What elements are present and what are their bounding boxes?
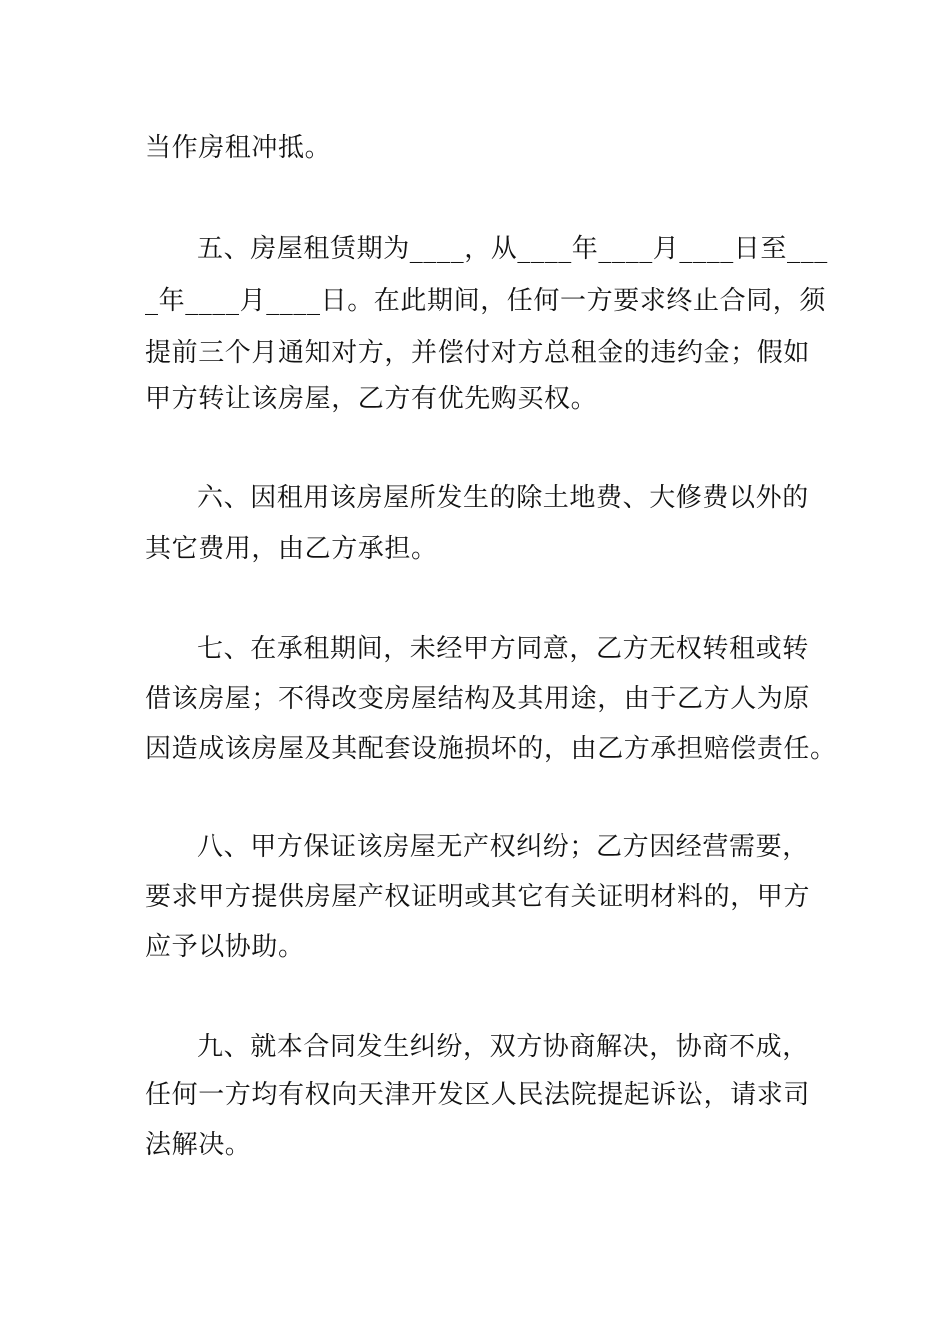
clause-7-line-3: 因造成该房屋及其配套设施损坏的，由乙方承担赔偿责任。 bbox=[145, 734, 837, 764]
clause-9-line-2: 任何一方均有权向天津开发区人民法院提起诉讼，请求司 bbox=[145, 1080, 811, 1110]
clause-9-line-3: 法解决。 bbox=[145, 1130, 252, 1160]
clause-6-line-1: 六、因租用该房屋所发生的除土地费、大修费以外的 bbox=[197, 483, 809, 513]
clause-5-line-1: 五、房屋租赁期为____，从____年____月____日至___ bbox=[197, 234, 828, 264]
clause-5-line-2: _年____月____日。在此期间，任何一方要求终止合同，须 bbox=[145, 286, 827, 316]
clause-7-line-1: 七、在承租期间，未经甲方同意，乙方无权转租或转 bbox=[197, 634, 809, 664]
clause-8-line-2: 要求甲方提供房屋产权证明或其它有关证明材料的，甲方 bbox=[145, 882, 811, 912]
clause-5-line-3: 提前三个月通知对方，并偿付对方总租金的违约金；假如 bbox=[145, 338, 811, 368]
clause-7-line-2: 借该房屋；不得改变房屋结构及其用途，由于乙方人为原 bbox=[145, 684, 811, 714]
paragraph-continued-line-1: 当作房租冲抵。 bbox=[145, 133, 332, 163]
clause-8-line-1: 八、甲方保证该房屋无产权纠纷；乙方因经营需要， bbox=[197, 832, 809, 862]
clause-5-line-4: 甲方转让该房屋，乙方有优先购买权。 bbox=[145, 384, 598, 414]
clause-6-line-2: 其它费用，由乙方承担。 bbox=[145, 534, 438, 564]
clause-9-line-1: 九、就本合同发生纠纷，双方协商解决，协商不成， bbox=[197, 1032, 809, 1062]
clause-8-line-3: 应予以协助。 bbox=[145, 932, 305, 962]
